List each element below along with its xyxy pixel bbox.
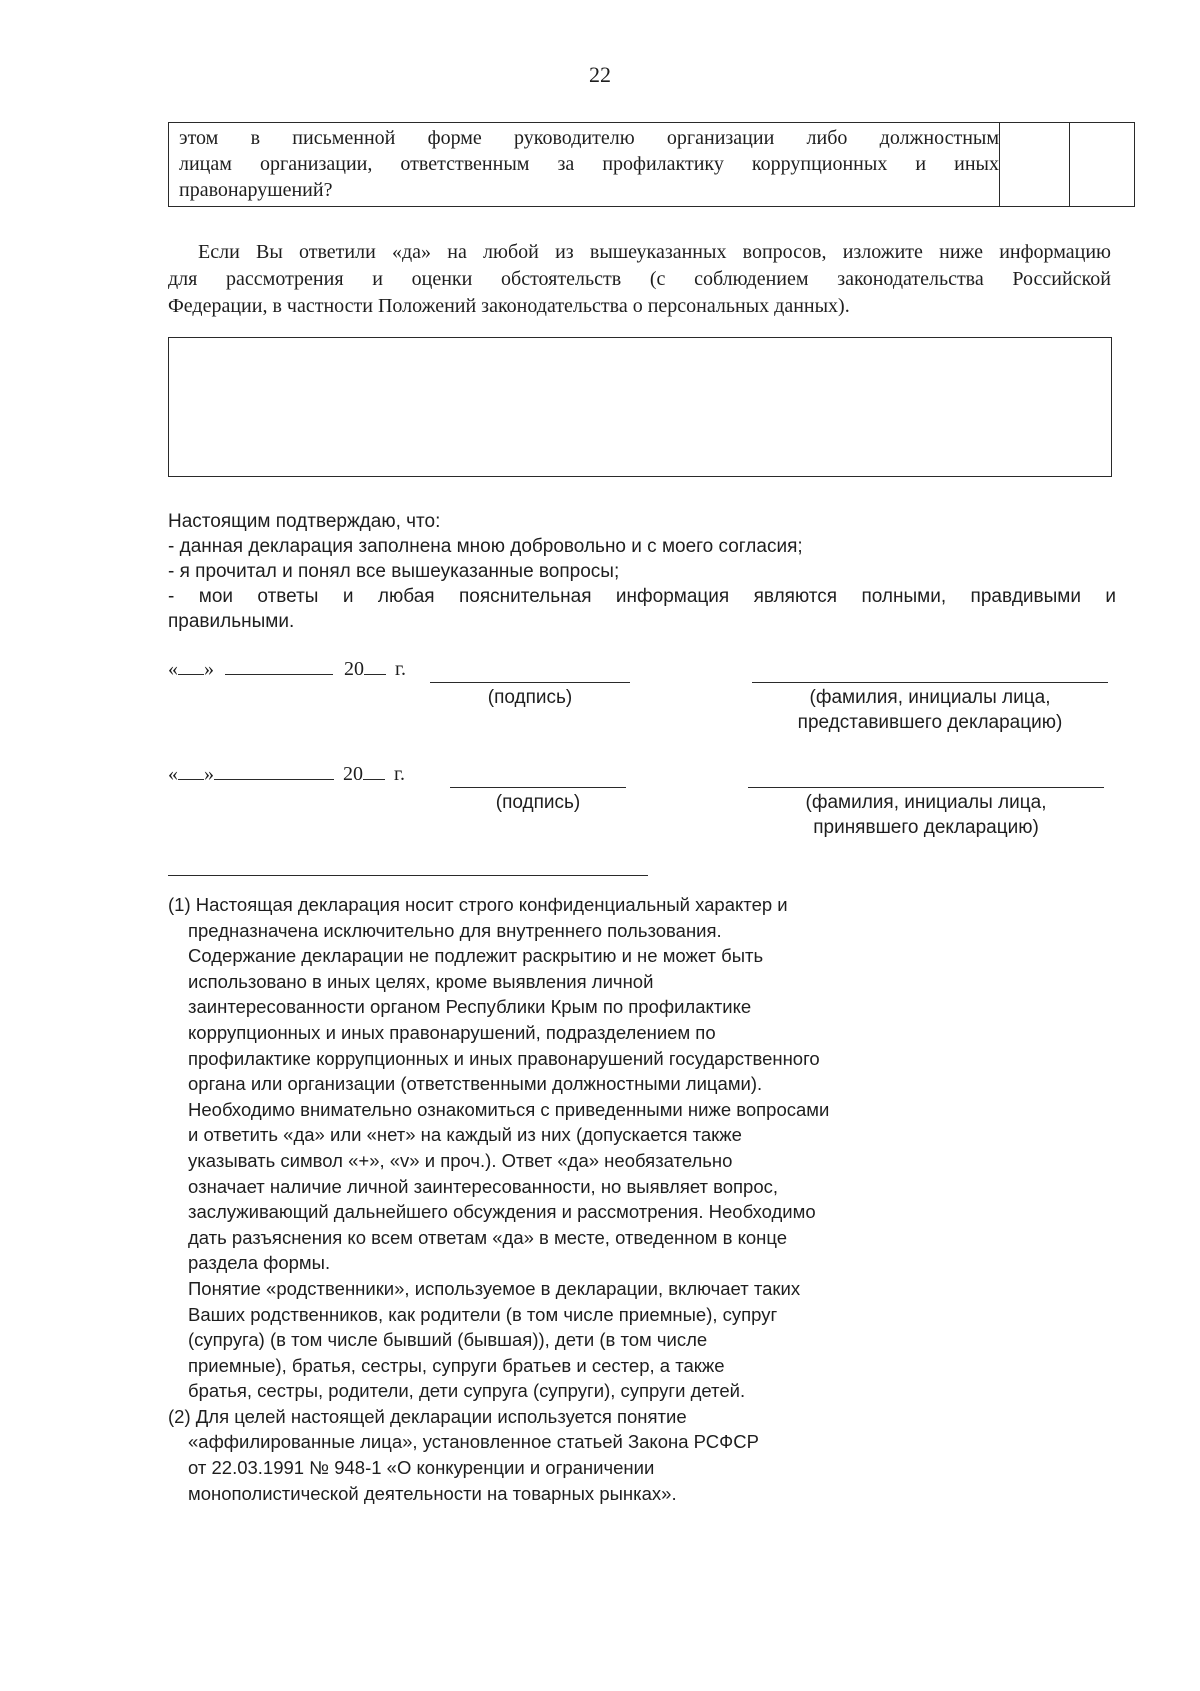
year-prefix: 20: [344, 658, 364, 680]
signature-caption-1: (подпись): [487, 687, 573, 708]
question-line: лицам организации, ответственным за профилактику коррупционных и иных: [179, 153, 999, 175]
footnote-line: использовано в иных целях, кроме выявления личной: [188, 970, 654, 992]
question-line: правонарушений?: [179, 179, 333, 201]
name-caption-line: (фамилия, инициалы лица,: [809, 687, 1051, 708]
footnote-line: означает наличие личной заинтересованности, но выявляет вопрос,: [188, 1175, 779, 1197]
quote-close: »: [204, 763, 214, 785]
answer-yes-cell[interactable]: [999, 123, 1070, 206]
footnote-line: дать разъяснения ко всем ответам «да» в месте, отведенном в конце: [188, 1226, 788, 1248]
year-suffix: г.: [394, 763, 405, 785]
footnote-line: заинтересованности органом Республики Крым по профилактике: [188, 996, 752, 1018]
name-caption-line: представившего декларацию): [797, 712, 1063, 733]
footnote-line: предназначена исключительно для внутреннего пользования.: [188, 919, 722, 941]
quote-close: »: [204, 658, 214, 680]
answer-no-cell[interactable]: [1069, 123, 1137, 206]
page-number: 22: [589, 62, 611, 87]
year-field[interactable]: [363, 761, 385, 780]
confirmation-intro: Настоящим подтверждаю, что:: [168, 511, 441, 532]
footnote-line: раздела формы.: [188, 1252, 331, 1274]
instruction-line: для рассмотрения и оценки обстоятельств (с соблюдением законодательства Российской: [168, 268, 1111, 290]
confirmation-item-continuation: правильными.: [168, 611, 295, 632]
quote-open: «: [168, 658, 178, 680]
question-table: [168, 122, 1135, 207]
footnote-line: указывать символ «+», «v» и проч.). Ответ «да» необязательно: [188, 1149, 733, 1171]
footnote-line: заслуживающий дальнейшего обсуждения и рассмотрения. Необходимо: [188, 1201, 816, 1223]
footnotes: [168, 892, 928, 1506]
footnote-line: (супруга) (в том числе бывший (бывшая)), дети (в том числе: [188, 1329, 708, 1351]
footnote-line: Понятие «родственники», используемое в декларации, включает таких: [188, 1277, 801, 1299]
confirmation-item: - данная декларация заполнена мною добровольно и с моего согласия;: [168, 536, 803, 557]
footnote-separator: [168, 875, 648, 876]
footnote-line: Ваших родственников, как родители (в том числе приемные), супруг: [188, 1303, 778, 1325]
footnote-line: коррупционных и иных правонарушений, подразделением по: [188, 1021, 716, 1043]
name-line-1[interactable]: [752, 664, 1108, 683]
footnote-line: монополистической деятельности на товарных рынках».: [188, 1482, 677, 1504]
question-line: этом в письменной форме руководителю организации либо должностным: [179, 127, 999, 149]
signature-line-1[interactable]: [430, 664, 630, 683]
footnote-line: Необходимо внимательно ознакомиться с приведенными ниже вопросами: [188, 1098, 830, 1120]
signature-caption-2: (подпись): [495, 792, 581, 813]
footnote-line: (2) Для целей настоящей декларации используется понятие: [168, 1405, 687, 1427]
name-caption-1: [752, 685, 1108, 735]
confirmation-item: - я прочитал и понял все вышеуказанные вопросы;: [168, 561, 620, 582]
day-field[interactable]: [178, 761, 204, 780]
name-caption-2: [748, 790, 1104, 840]
signature-date-2: [168, 761, 405, 786]
name-caption-line: (фамилия, инициалы лица,: [805, 792, 1047, 813]
footnote-line: органа или организации (ответственными должностными лицами).: [188, 1073, 763, 1095]
name-line-2[interactable]: [748, 769, 1104, 788]
footnote-line: (1) Настоящая декларация носит строго конфиденциальный характер и: [168, 894, 788, 915]
footnote-line: от 22.03.1991 № 948-1 «О конкуренции и ограничении: [188, 1457, 655, 1479]
question-text: [179, 125, 999, 203]
month-field[interactable]: [214, 761, 334, 780]
instruction-paragraph: [168, 239, 1111, 320]
signature-date-1: [168, 656, 406, 681]
footnote-line: приемные), братья, сестры, супруги братьев и сестер, а также: [188, 1354, 725, 1376]
footnote-line: «аффилированные лица», установленное статьей Закона РСФСР: [188, 1431, 759, 1453]
year-suffix: г.: [395, 658, 406, 680]
instruction-line: Федерации, в частности Положений законодательства о персональных данных).: [168, 295, 850, 317]
year-prefix: 20: [343, 763, 363, 785]
signature-line-2[interactable]: [450, 769, 626, 788]
name-caption-line: принявшего декларацию): [813, 817, 1039, 838]
quote-open: «: [168, 763, 178, 785]
year-field[interactable]: [364, 656, 386, 675]
day-field[interactable]: [178, 656, 204, 675]
explanation-box[interactable]: [168, 337, 1112, 477]
instruction-line: Если Вы ответили «да» на любой из вышеуказанных вопросов, изложите ниже информацию: [198, 241, 1111, 263]
footnote-line: и ответить «да» или «нет» на каждый из них (допускается также: [188, 1124, 742, 1146]
month-field[interactable]: [225, 656, 333, 675]
footnote-line: профилактике коррупционных и иных правонарушений государственного: [188, 1047, 820, 1069]
confirmation-block: [168, 509, 1116, 634]
confirmation-item: - мои ответы и любая пояснительная информация являются полными, правдивыми и: [168, 586, 1116, 607]
footnote-line: Содержание декларации не подлежит раскрытию и не может быть: [188, 945, 764, 967]
footnote-line: братья, сестры, родители, дети супруга (супруги), супруги детей.: [188, 1380, 746, 1402]
